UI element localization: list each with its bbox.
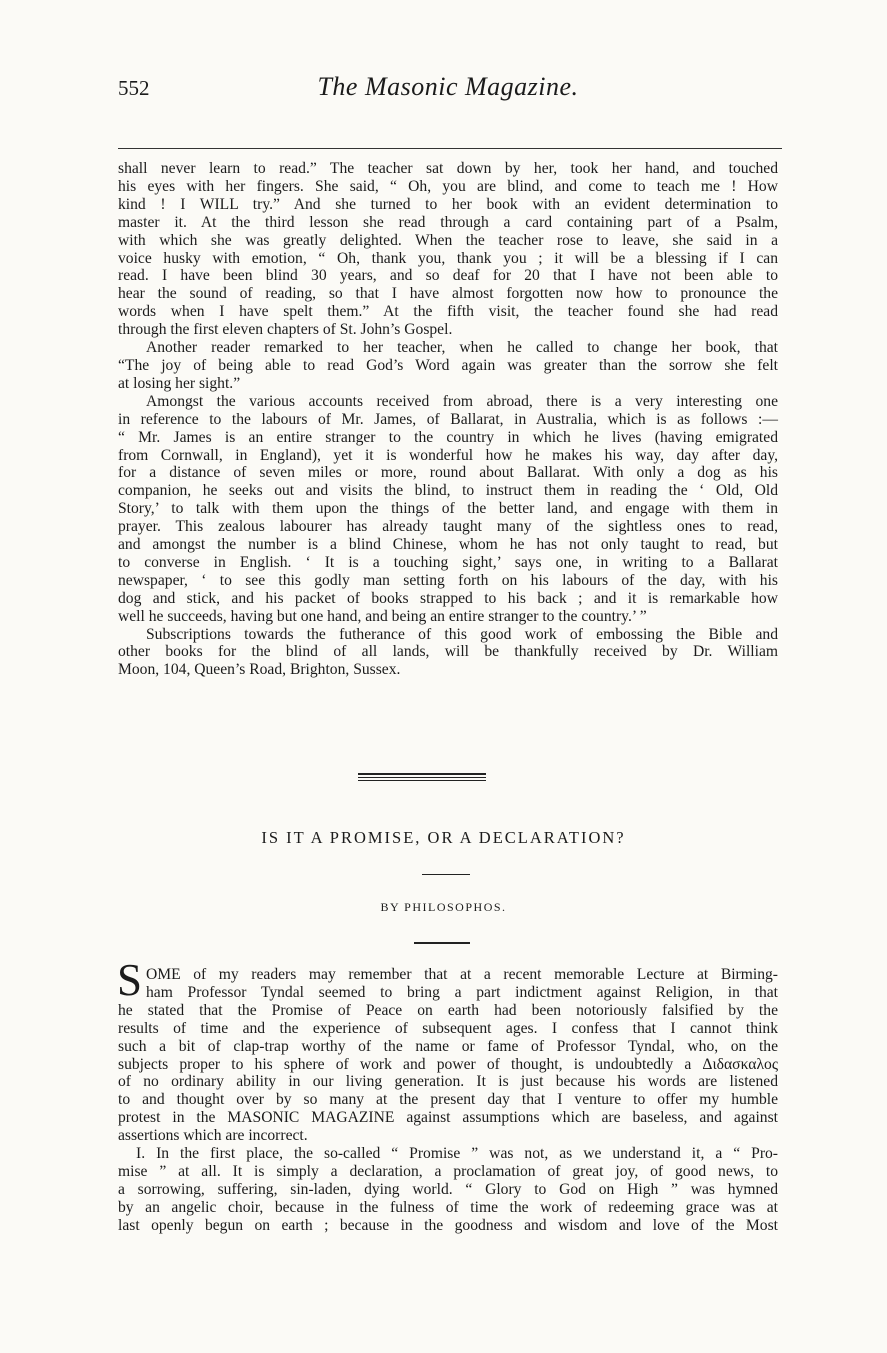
text-line: assertions which are incorrect.	[118, 1127, 308, 1145]
text-line: master it. At the third lesson she read through a card containing part of a Psalm,	[118, 213, 778, 231]
title-rule	[422, 874, 470, 875]
text-line: well he succeeds, having but one hand, and being an entire stranger to the country.’ ”	[118, 607, 647, 625]
article-continuation	[118, 160, 778, 679]
article-byline: BY PHILOSOPHOS.	[380, 900, 507, 914]
byline-rule	[414, 942, 470, 944]
text-line: he stated that the Promise of Peace on earth had been notoriously falsified by the	[118, 1001, 778, 1019]
text-line: hear the sound of reading, so that I have almost forgotten now how to pronounce the	[118, 285, 778, 303]
text-line: such a bit of clap-trap worthy of the name or fame of Professor Tyndal, who, on the	[118, 1037, 778, 1055]
text-line: Another reader remarked to her teacher, when he called to change her book, that	[146, 339, 778, 357]
text-line: mise ” at all. It is simply a declaration, a proclamation of great joy, of good news, to	[118, 1162, 778, 1180]
text-line: to converse in English. ‘ It is a touching sight,’ says one, in writing to a Ballarat	[118, 553, 778, 571]
text-line: to and thought over by so many at the present day that I venture to offer my humble	[118, 1091, 778, 1109]
article-body	[118, 966, 778, 1235]
article-title: IS IT A PROMISE, OR A DECLARATION?	[261, 828, 626, 847]
page-header	[118, 70, 778, 110]
text-line: Subscriptions towards the futherance of this good work of embossing the Bible and	[146, 625, 778, 643]
text-line: ham Professor Tyndal seemed to bring a part indictment against Religion, in that	[146, 983, 778, 1001]
text-line: Moon, 104, Queen’s Road, Brighton, Sussex.	[118, 661, 401, 679]
text-line: “ Mr. James is an entire stranger to the country in which he lives (having emigrated	[118, 428, 778, 446]
text-line: results of time and the experience of subsequent ages. I confess that I cannot think	[118, 1019, 778, 1037]
text-line: from Cornwall, in England), yet it is wonderful how he makes his way, day after day,	[118, 446, 778, 464]
text-line: by an angelic choir, because in the fulness of time the work of redeeming grace was at	[118, 1198, 778, 1216]
text-line: protest in the MASONIC MAGAZINE against assumptions which are baseless, and against	[118, 1109, 778, 1127]
text-line: words when I have spelt them.” At the fifth visit, the teacher found she had read	[118, 303, 778, 321]
text-line: for a distance of seven miles or more, round about Ballarat. With only a dog as his	[118, 464, 778, 482]
text-line: at losing her sight.”	[118, 374, 241, 392]
text-line: Story,’ to talk with them upon the things of the better land, and engage with them in	[118, 500, 778, 518]
text-line: of no ordinary ability in our living generation. It is just because his words are listened	[118, 1073, 778, 1091]
drop-cap: S	[117, 955, 143, 1005]
text-line: his eyes with her fingers. She said, “ Oh, you are blind, and come to teach me ! How	[118, 177, 778, 195]
text-line: “The joy of being able to read God’s Word again was greater than the sorrow she felt	[118, 356, 778, 374]
page-number: 552	[118, 76, 150, 100]
text-line: I. In the first place, the so-called “ Promise ” was not, as we understand it, a “ Pro-	[136, 1145, 778, 1163]
text-line: with which she was greatly delighted. When the teacher rose to leave, she said in a	[118, 231, 778, 249]
text-line: prayer. This zealous labourer has already taught many of the sightless ones to read,	[118, 518, 778, 536]
text-line: a sorrowing, suffering, sin-laden, dying world. “ Glory to God on High ” was hymned	[118, 1180, 778, 1198]
text-line: companion, he seeks out and visits the blind, to instruct them in reading the ‘ Old, Old	[118, 482, 778, 500]
text-line: in reference to the labours of Mr. James, of Ballarat, in Australia, which is as follows :—	[118, 410, 778, 428]
text-line: newspaper, ‘ to see this godly man setting forth on his labours of the day, with his	[118, 571, 778, 589]
text-line: voice husky with emotion, “ Oh, thank you, thank you ; it will be a blessing if I can	[118, 249, 778, 267]
text-line: kind ! I WILL try.” And she turned to her book with an evident determination to	[118, 195, 778, 213]
text-line: read. I have been blind 30 years, and so deaf for 20 that I have not been able to	[118, 267, 778, 285]
text-line: Amongst the various accounts received from abroad, there is a very interesting one	[146, 392, 778, 410]
text-line: through the first eleven chapters of St. John’s Gospel.	[118, 321, 453, 339]
text-line: shall never learn to read.” The teacher sat down by her, took her hand, and touched	[118, 160, 778, 177]
header-rule	[118, 148, 782, 149]
text-line: dog and stick, and his packet of books strapped to his back ; and it is remarkable how	[118, 589, 778, 607]
text-line: other books for the blind of all lands, will be thankfully received by Dr. William	[118, 643, 778, 661]
running-title: The Masonic Magazine.	[317, 72, 579, 101]
text-line: subjects proper to his sphere of work and power of thought, is undoubtedly a Διδασκαλος	[118, 1055, 778, 1073]
section-divider	[358, 773, 486, 781]
text-line: last openly begun on earth ; because in the goodness and wisdom and love of the Most	[118, 1216, 778, 1234]
text-line: OME of my readers may remember that at a recent memorable Lecture at Birming-	[146, 966, 778, 983]
text-line: and amongst the number is a blind Chinese, whom he has not only taught to read, but	[118, 536, 778, 554]
